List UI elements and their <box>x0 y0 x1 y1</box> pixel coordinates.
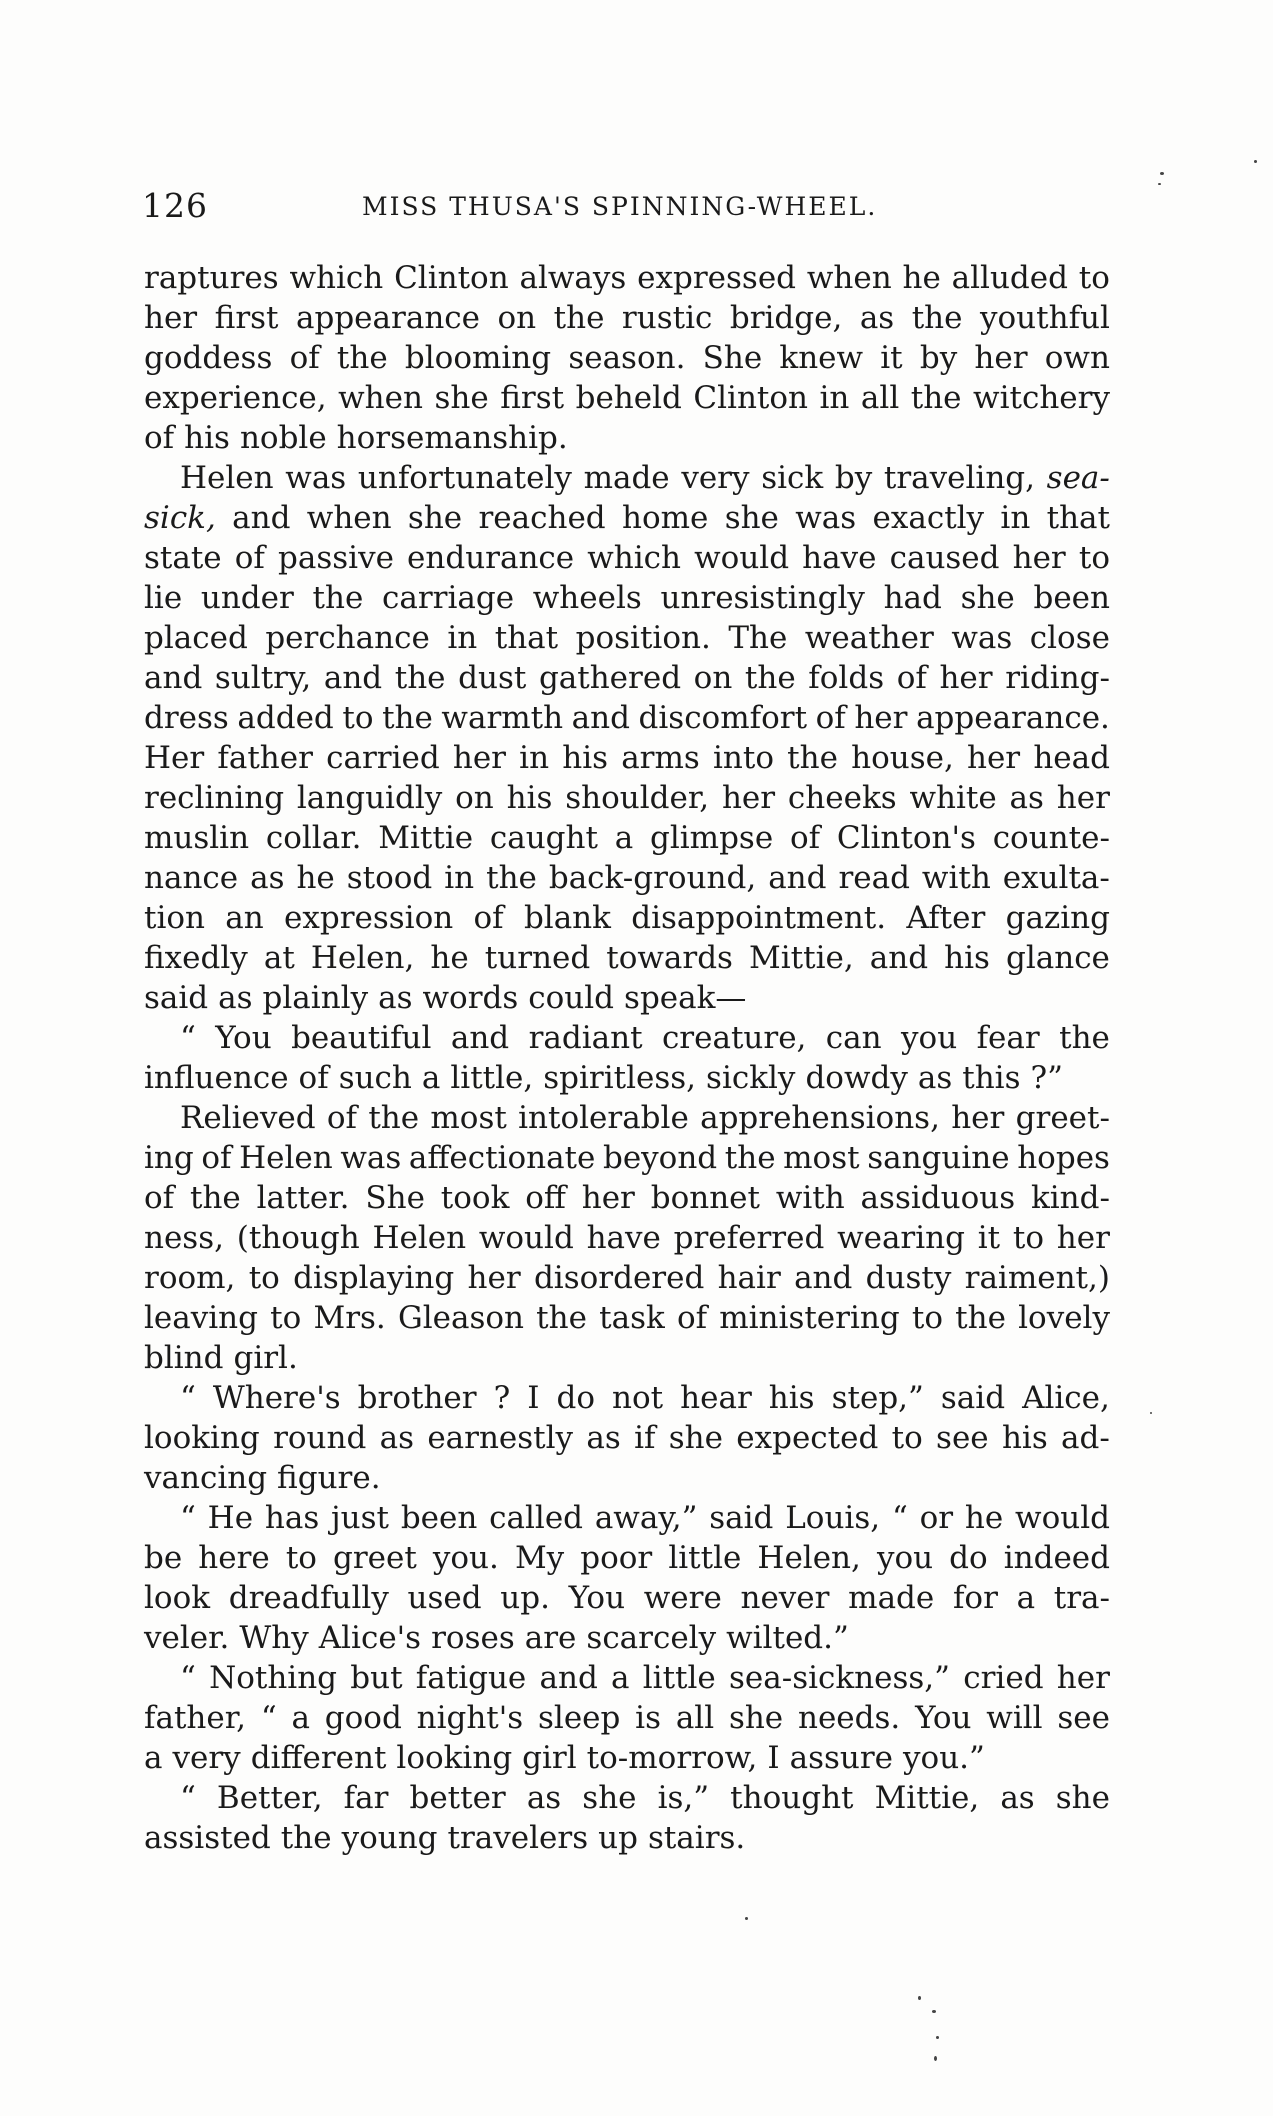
body-text <box>144 258 1110 1858</box>
text-line: look dreadfully used up. You were never made for a tra- <box>144 1580 1110 1616</box>
text-line: “ Where's brother ? I do not hear his step,” said Alice, <box>180 1380 1110 1416</box>
scan-speck <box>1160 172 1164 175</box>
text-line: Helen was unfortunately made very sick by traveling, sea- <box>180 460 1110 496</box>
text-line: Her father carried her in his arms into the house, her head <box>144 740 1110 776</box>
text-line: lie under the carriage wheels unresistingly had she been <box>144 580 1110 616</box>
running-title: MISS THUSA'S SPINNING-WHEEL. <box>362 192 878 221</box>
text-line: “ He has just been called away,” said Louis, “ or he would <box>180 1500 1110 1536</box>
text-line: “ Nothing but fatigue and a little sea-sickness,” cried her <box>180 1660 1110 1696</box>
text-line: said as plainly as words could speak— <box>144 980 747 1016</box>
text-line: a very different looking girl to-morrow, I assure you.” <box>144 1740 985 1776</box>
text-line: influence of such a little, spiritless, sickly dowdy as this ?” <box>144 1060 1063 1096</box>
text-line: looking round as earnestly as if she expected to see his ad- <box>144 1420 1110 1456</box>
text-line: and sultry, and the dust gathered on the folds of her riding- <box>144 660 1110 696</box>
scan-speck <box>745 1917 748 1920</box>
text-line: ness, (though Helen would have preferred wearing it to her <box>144 1220 1110 1256</box>
scan-speck <box>1158 183 1161 185</box>
text-line: nance as he stood in the back-ground, and read with exulta- <box>144 860 1110 896</box>
text-line: goddess of the blooming season. She knew it by her own <box>144 340 1110 376</box>
text-line: veler. Why Alice's roses are scarcely wilted.” <box>144 1620 849 1656</box>
text-line: father, “ a good night's sleep is all she needs. You will see <box>144 1700 1110 1736</box>
text-line: leaving to Mrs. Gleason the task of ministering to the lovely <box>144 1300 1110 1336</box>
text-line: placed perchance in that position. The weather was close <box>144 620 1110 656</box>
text-line: be here to greet you. My poor little Helen, you do indeed <box>144 1540 1110 1576</box>
page-header <box>142 186 1122 226</box>
text-line: “ Better, far better as she is,” thought Mittie, as she <box>180 1780 1110 1816</box>
text-line: her first appearance on the rustic bridge, as the youthful <box>144 300 1110 336</box>
text-line: fixedly at Helen, he turned towards Mittie, and his glance <box>144 940 1110 976</box>
page-number: 126 <box>142 186 208 225</box>
scan-speck <box>932 2010 936 2013</box>
text-line: state of passive endurance which would have caused her to <box>144 540 1110 576</box>
text-line: “ You beautiful and radiant creature, can you fear the <box>180 1020 1110 1056</box>
scan-speck <box>1254 160 1257 163</box>
text-line: vancing figure. <box>144 1460 381 1496</box>
text-line: reclining languidly on his shoulder, her cheeks white as her <box>144 780 1110 816</box>
text-line: dress added to the warmth and discomfort of her appearance. <box>144 700 1110 736</box>
text-line: of the latter. She took off her bonnet with assiduous kind- <box>144 1180 1110 1216</box>
text-line: ing of Helen was affectionate beyond the most sanguine hopes <box>144 1140 1110 1176</box>
text-line: Relieved of the most intolerable apprehensions, her greet- <box>180 1100 1110 1136</box>
scan-speck <box>918 1996 921 2000</box>
text-line: sick, and when she reached home she was exactly in that <box>144 500 1110 536</box>
text-line: assisted the young travelers up stairs. <box>144 1820 746 1856</box>
scan-speck <box>1150 1412 1152 1414</box>
text-line: blind girl. <box>144 1340 298 1376</box>
scan-speck <box>936 2036 939 2039</box>
text-line: muslin collar. Mittie caught a glimpse of Clinton's counte- <box>144 820 1110 856</box>
text-line: raptures which Clinton always expressed when he alluded to <box>144 260 1110 296</box>
scan-speck <box>934 2056 937 2061</box>
text-line: of his noble horsemanship. <box>144 420 568 456</box>
text-line: room, to displaying her disordered hair and dusty raiment,) <box>144 1260 1110 1296</box>
text-line: tion an expression of blank disappointment. After gazing <box>144 900 1110 936</box>
text-line: experience, when she first beheld Clinton in all the witchery <box>144 380 1110 416</box>
